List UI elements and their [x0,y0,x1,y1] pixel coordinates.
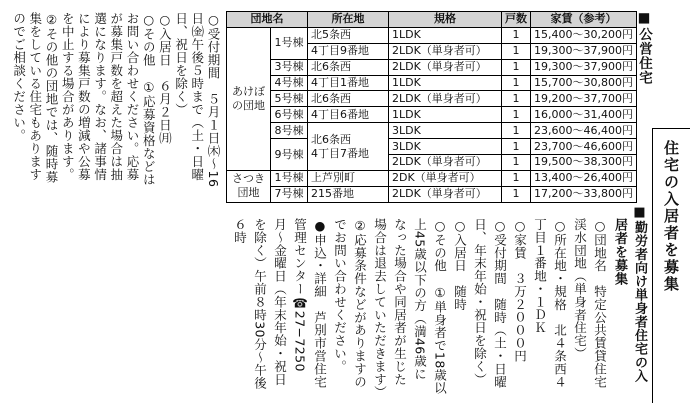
scale-cell: 2LDK（単身者可） [389,91,502,107]
worker-line: ○団地名 特定公共賃貸住宅 [592,218,608,389]
worker-line: 日、年末年始・祝日を除く） [472,218,488,386]
location-cell: 北6条西 [308,59,389,75]
units-cell: 1 [502,170,531,186]
scale-cell: 2LDK（単身者可） [389,59,502,75]
worker-line: ○その他 ①単身者で18歳以 [432,218,448,395]
table-row [227,139,637,155]
worker-line: 丁目１番地・１ＤＫ [532,218,548,335]
location-cell: 4丁目1番地 [308,75,389,91]
rent-cell: 15,400～30,200円 [531,27,637,43]
note-line: お問い合わせください。応募 [125,12,140,181]
rent-cell: 19,500～38,300円 [531,155,637,171]
building-s1: 1号棟 [271,170,308,186]
note-line: 日、祝日を除く） [173,12,189,116]
scale-cell: 2LDK（単身者可） [389,155,502,171]
note-line: ②その他の団地では、随時募 [44,12,59,184]
rent-cell: 19,300～37,900円 [531,43,637,59]
scale-cell: 3LDK [389,123,502,139]
table-row [227,27,637,43]
building-5: 5号棟 [271,91,308,107]
worker-line: を除く）午前８時30分～午後 [252,218,268,390]
header-location: 所在地 [308,12,389,28]
units-cell: 1 [502,91,531,107]
note-line: ○入居日 ６月２日㈪ [157,12,173,145]
rent-cell: 19,200～37,700円 [531,91,637,107]
location-cell: 4丁目9番地 [308,43,389,59]
worker-line: 場合は退去していただきます） [372,218,388,399]
rent-cell: 13,400～26,400円 [531,170,637,186]
worker-line: 上45歳以下の方（満46歳に [412,218,428,381]
rent-cell: 19,300～37,900円 [531,59,637,75]
scale-cell: 3LDK [389,139,502,155]
table-row [227,91,637,107]
note-line: 日㈮午後５時まで（土・日曜 [189,12,205,181]
worker-line: ○所在地・規格 北４条西４ [552,218,568,389]
worker-line: ○家賃 ３万２０００円 [512,218,528,363]
group-satsuki: さつき団地 [227,170,271,202]
building-9: 9号棟 [271,139,308,171]
units-cell: 1 [502,139,531,155]
units-cell: 1 [502,27,531,43]
worker-line: なった場合や同居者が生じた [392,218,408,386]
location-cell-8-9 [308,123,389,171]
table-header-row [227,12,637,28]
worker-line: 月～金曜日（年末年始・祝日 [272,218,288,386]
table-row [227,107,637,123]
location-line: 北6条西 [311,132,351,146]
note-line: により募集戸数の増減や公募 [76,12,92,181]
location-cell: 北5条西 [308,27,389,43]
building-3: 3号棟 [271,59,308,75]
group-akebono: あけぼの団地 [227,27,271,170]
table-row [227,123,637,139]
rent-cell: 17,200～33,800円 [531,186,637,202]
note-line: ○受付期間 ５月１日㈭～16 [206,12,221,188]
units-cell: 1 [502,59,531,75]
units-cell: 1 [502,186,531,202]
location-cell: 上芦別町 [308,170,389,186]
table-row [227,75,637,91]
location-cell: 北6条西 [308,91,389,107]
worker-line: ○入居日 随時 [452,218,468,311]
sidebar-rule [652,128,653,403]
building-s7: 7号棟 [271,186,308,202]
worker-line: でお問い合わせください。 [332,218,348,373]
scale-cell: 2DK（単身者可） [389,170,502,186]
rent-cell: 15,700～30,800円 [531,75,637,91]
worker-line: ６時 [232,218,248,244]
note-line: を中止する場合があります。 [60,12,76,181]
header-name: 団地名 [227,12,308,28]
worker-line: ○受付期間 随時（土・日曜 [492,218,508,389]
location-cell: 4丁目6番地 [308,107,389,123]
note-line: が募集戸数を超えた場合は抽 [108,12,124,181]
scale-cell: 1LDK [389,27,502,43]
worker-line: ②応募条件などがありますの [352,218,368,389]
units-cell: 1 [502,43,531,59]
note-line: 集をしている住宅もあります [27,12,43,181]
scale-cell: 1LDK [389,75,502,91]
building-1: 1号棟 [271,27,308,59]
units-cell: 1 [502,155,531,171]
public-housing-heading: ■公営住宅 [636,10,652,85]
sidebar-rule-top [652,128,690,129]
header-units: 戸数 [502,12,531,28]
sidebar-title: 住宅の入居者を募集 [662,140,680,293]
header-rent: 家賃（参考） [531,12,637,28]
location-cell: 215番地 [308,186,389,202]
table-row [227,170,637,186]
scale-cell: 2LDK（単身者可） [389,186,502,202]
building-6: 6号棟 [271,107,308,123]
rent-cell: 23,600～46,400円 [531,123,637,139]
worker-line: 渓水団地（単身者住宅） [572,218,588,360]
scale-cell: 2LDK（単身者可） [389,43,502,59]
note-line: 選になります。なお、諸事情 [92,12,108,181]
worker-line: 管理センター☎27−7250 [292,218,308,372]
worker-heading: ■勤労者向け単身者住宅の入 [632,205,647,383]
units-cell: 1 [502,107,531,123]
worker-line: ●申込・詳細 芦別市営住宅 [312,218,328,389]
building-4: 4号棟 [271,75,308,91]
building-8: 8号棟 [271,123,308,139]
housing-table [226,11,637,203]
rent-cell: 23,700～46,600円 [531,139,637,155]
note-line: ○その他 ①応募資格などは [141,12,157,186]
note-line: のでご相談ください。 [11,12,27,142]
units-cell: 1 [502,75,531,91]
location-line: 4丁目7番地 [311,146,369,160]
header-scale: 規格 [389,12,502,28]
units-cell: 1 [502,123,531,139]
table-row [227,186,637,202]
scale-cell: 1LDK [389,107,502,123]
rent-cell: 16,000～31,400円 [531,107,637,123]
table-row [227,59,637,75]
worker-subheading: 居者を募集 [612,218,627,286]
